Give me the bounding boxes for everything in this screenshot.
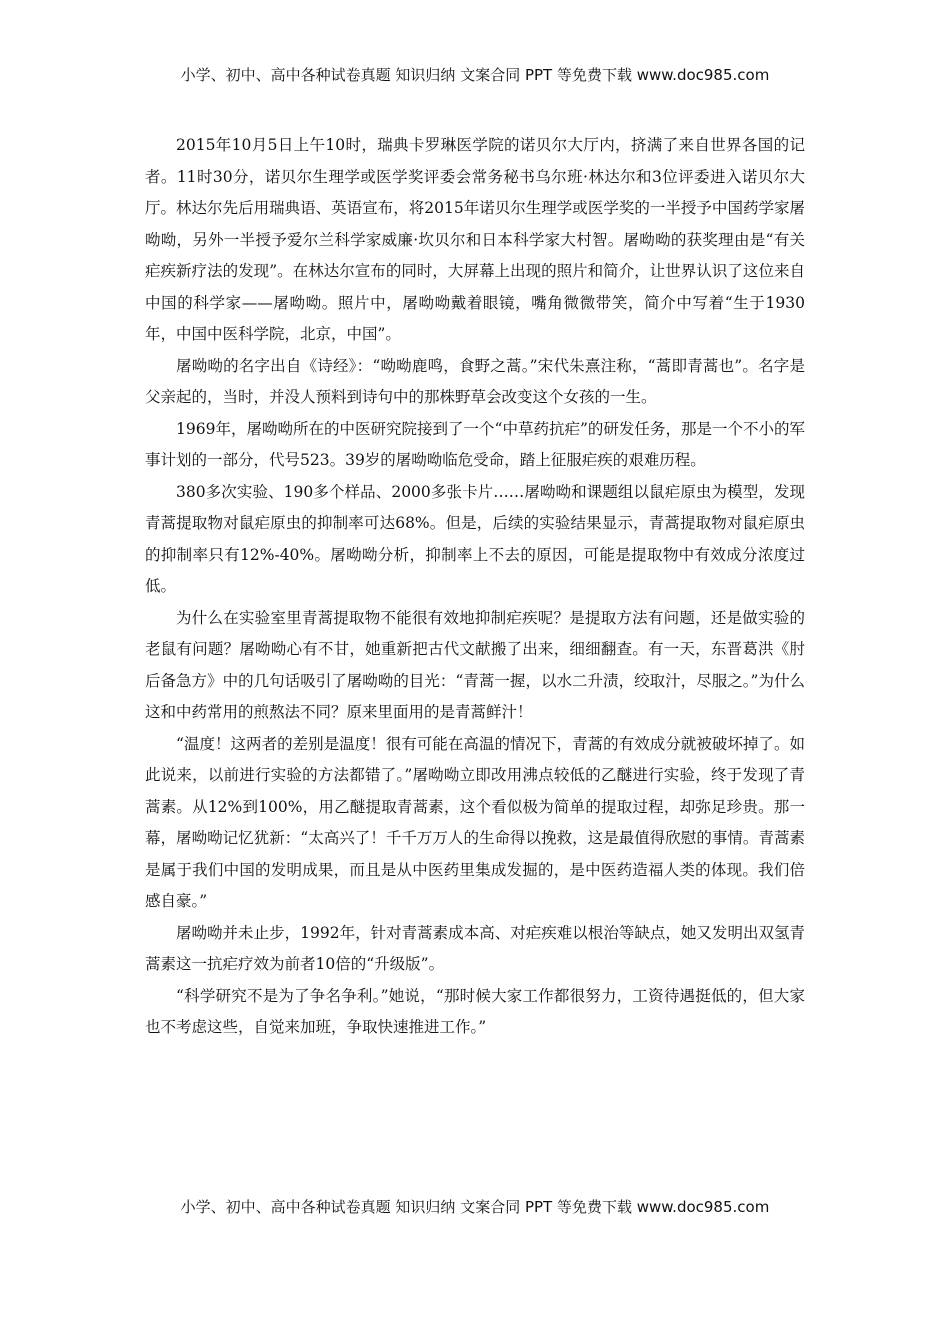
paragraph: 屠呦呦的名字出自《诗经》：“呦呦鹿鸣，食野之蒿。”宋代朱熹注称，“蒿即青蒿也”。名字是父亲起的，当时，并没人预料到诗句中的那株野草会改变这个女孩的一生。	[145, 356, 805, 406]
article-body	[145, 130, 805, 1044]
paragraph: 1969年，屠呦呦所在的中医研究院接到了一个“中草药抗疟”的研发任务，那是一个不小的军事计划的一部分，代号523。39岁的屠呦呦临危受命，踏上征服疟疾的艰难历程。	[145, 419, 805, 469]
paragraph: 屠呦呦并未止步，1992年，针对青蒿素成本高、对疟疾难以根治等缺点，她又发明出双氢青蒿素这一抗疟疗效为前者10倍的“升级版”。	[145, 923, 805, 973]
header-banner: 小学、初中、高中各种试卷真题 知识归纳 文案合同 PPT 等免费下载 www.doc985.com	[180, 66, 770, 84]
paragraph: 380多次实验、190多个样品、2000多张卡片……屠呦呦和课题组以鼠疟原虫为模型，发现青蒿提取物对鼠疟原虫的抑制率可达68%。但是，后续的实验结果显示，青蒿提取物对鼠疟原虫的抑制率只有12%-40%。屠呦呦分析，抑制率上不去的原因，可能是提取物中有效成分浓度过低。	[145, 482, 805, 595]
paragraph: “科学研究不是为了争名争利。”她说，“那时候大家工作都很努力，工资待遇挺低的，但大家也不考虑这些，自觉来加班，争取快速推进工作。”	[145, 986, 805, 1036]
paragraph: 2015年10月5日上午10时，瑞典卡罗琳医学院的诺贝尔大厅内，挤满了来自世界各国的记者。11时30分，诺贝尔生理学或医学奖评委会常务秘书乌尔班·林达尔和3位评委进入诺贝尔大厅。林达尔先后用瑞典语、英语宣布，将2015年诺贝尔生理学或医学奖的一半授予中国药学家屠呦呦，另外一半授予爱尔兰科学家威廉·坎贝尔和日本科学家大村智。屠呦呦的获奖理由是“有关疟疾新疗法的发现”。在林达尔宣布的同时，大屏幕上出现的照片和简介，让世界认识了这位来自中国的科学家——屠呦呦。照片中，屠呦呦戴着眼镜，嘴角微微带笑，简介中写着“生于1930年，中国中医科学院，北京，中国”。	[145, 136, 805, 343]
paragraph: “温度！这两者的差别是温度！很有可能在高温的情况下，青蒿的有效成分就被破坏掉了。如此说来，以前进行实验的方法都错了。”屠呦呦立即改用沸点较低的乙醚进行实验，终于发现了青蒿素。从12%到100%，用乙醚提取青蒿素，这个看似极为简单的提取过程，却弥足珍贵。那一幕，屠呦呦记忆犹新：“太高兴了！千千万万人的生命得以挽救，这是最值得欣慰的事情。青蒿素是属于我们中国的发明成果，而且是从中医药里集成发掘的，是中医药造福人类的体现。我们倍感自豪。”	[145, 734, 805, 910]
paragraph: 为什么在实验室里青蒿提取物不能很有效地抑制疟疾呢？是提取方法有问题，还是做实验的老鼠有问题？屠呦呦心有不甘，她重新把古代文献搬了出来，细细翻查。有一天，东晋葛洪《肘后备急方》中的几句话吸引了屠呦呦的目光：“青蒿一握，以水二升渍，绞取汁，尽服之。”为什么这和中药常用的煎熬法不同？原来里面用的是青蒿鲜汁！	[145, 608, 805, 721]
footer-banner: 小学、初中、高中各种试卷真题 知识归纳 文案合同 PPT 等免费下载 www.doc985.com	[180, 1198, 770, 1216]
